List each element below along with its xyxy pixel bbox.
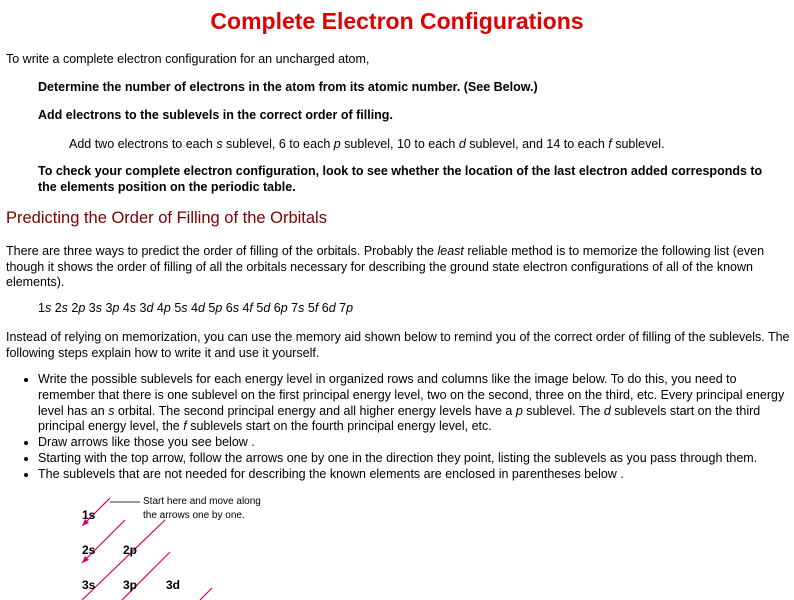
- step-2: Add electrons to the sublevels in the correct order of filling.: [38, 108, 393, 122]
- filling-order-item: 5f: [307, 301, 319, 315]
- filling-order-item: 5p: [208, 301, 223, 315]
- diagram-caption-line-2: the arrows one by one.: [143, 510, 245, 521]
- paragraph-2: Instead of relying on memorization, you can use the memory aid shown below to remind you of the correct order of filling of the sublevels. The following steps explain how to write it and use it yourself.: [6, 330, 790, 360]
- step-1: Determine the number of electrons in the atom from its atomic number. (See Below.): [38, 80, 538, 94]
- list-item: • Write the possible sublevels for each energy level in organized rows and columns like the image below. To do this, you need to remember that there is one sublevel on the first principal energy level, two on the second, three on the third, etc. Every principal energy level has an s orbital. The second principal energy and all higher energy levels have a p sublevel. The d sublevels start on the third principal energy level, the f sublevels start on the fourth principal energy level, etc.: [38, 372, 794, 435]
- filling-order-item: 5d: [256, 301, 271, 315]
- filling-order-item: 4d: [191, 301, 205, 315]
- filling-order-item: 4f: [242, 301, 253, 315]
- filling-order-item: 4s: [122, 301, 137, 315]
- orbital-2s: 2s: [82, 543, 96, 557]
- list-item: • Starting with the top arrow, follow the arrows one by one in the direction they point, listing the sublevels as you pass through them.: [38, 451, 794, 467]
- filling-order-item: 5s: [174, 301, 188, 315]
- arrow-4: [122, 552, 170, 600]
- filling-order-list: [38, 301, 353, 317]
- filling-order-item: 3d: [139, 301, 154, 315]
- instruction-list: [14, 372, 794, 483]
- filling-order-item: 6p: [273, 301, 288, 315]
- filling-order-item: 3p: [105, 301, 120, 315]
- orbital-1s: 1s: [82, 508, 96, 522]
- filling-order-item: 2s: [54, 301, 68, 315]
- diagram-caption-line-1: Start here and move along: [143, 496, 261, 507]
- intro-text: To write a complete electron configuration for an uncharged atom,: [6, 52, 370, 66]
- orbital-3d: 3d: [166, 578, 181, 592]
- section-heading: Predicting the Order of Filling of the Orbitals: [6, 209, 327, 227]
- filling-order-item: 6s: [225, 301, 239, 315]
- orbital-3s: 3s: [82, 578, 96, 592]
- step-3: To check your complete electron configuration, look to see whether the location of the last electron added corresponds to the elements position on the periodic table.: [38, 164, 763, 194]
- paragraph-1: There are three ways to predict the order of filling of the orbitals. Probably the least reliable method is to memorize the following list (even though it shows the order of filling of all the orbitals necessary for describing the ground state electron configurations of all of the known elements).: [6, 244, 765, 289]
- filling-order-item: 2p: [71, 301, 86, 315]
- filling-order-item: 7p: [339, 301, 354, 315]
- filling-order-item: 6d: [321, 301, 336, 315]
- list-item: • The sublevels that are not needed for describing the known elements are enclosed in parentheses below .: [38, 467, 794, 483]
- orbital-3p: 3p: [123, 578, 138, 592]
- page-title: Complete Electron Configurations: [210, 8, 584, 34]
- orbital-filling-diagram: [60, 490, 320, 600]
- filling-order-item: 4p: [156, 301, 171, 315]
- arrow-5: [200, 588, 212, 600]
- filling-order-item: 3s: [88, 301, 102, 315]
- step-2-detail: Add two electrons to each s sublevel, 6 to each p sublevel, 10 to each d sublevel, and 14 to each f sublevel.: [69, 137, 665, 151]
- list-item: • Draw arrows like those you see below .: [38, 435, 794, 451]
- filling-order-item: 1s: [38, 301, 52, 315]
- filling-order-item: 7s: [291, 301, 305, 315]
- orbital-2p: 2p: [123, 543, 138, 557]
